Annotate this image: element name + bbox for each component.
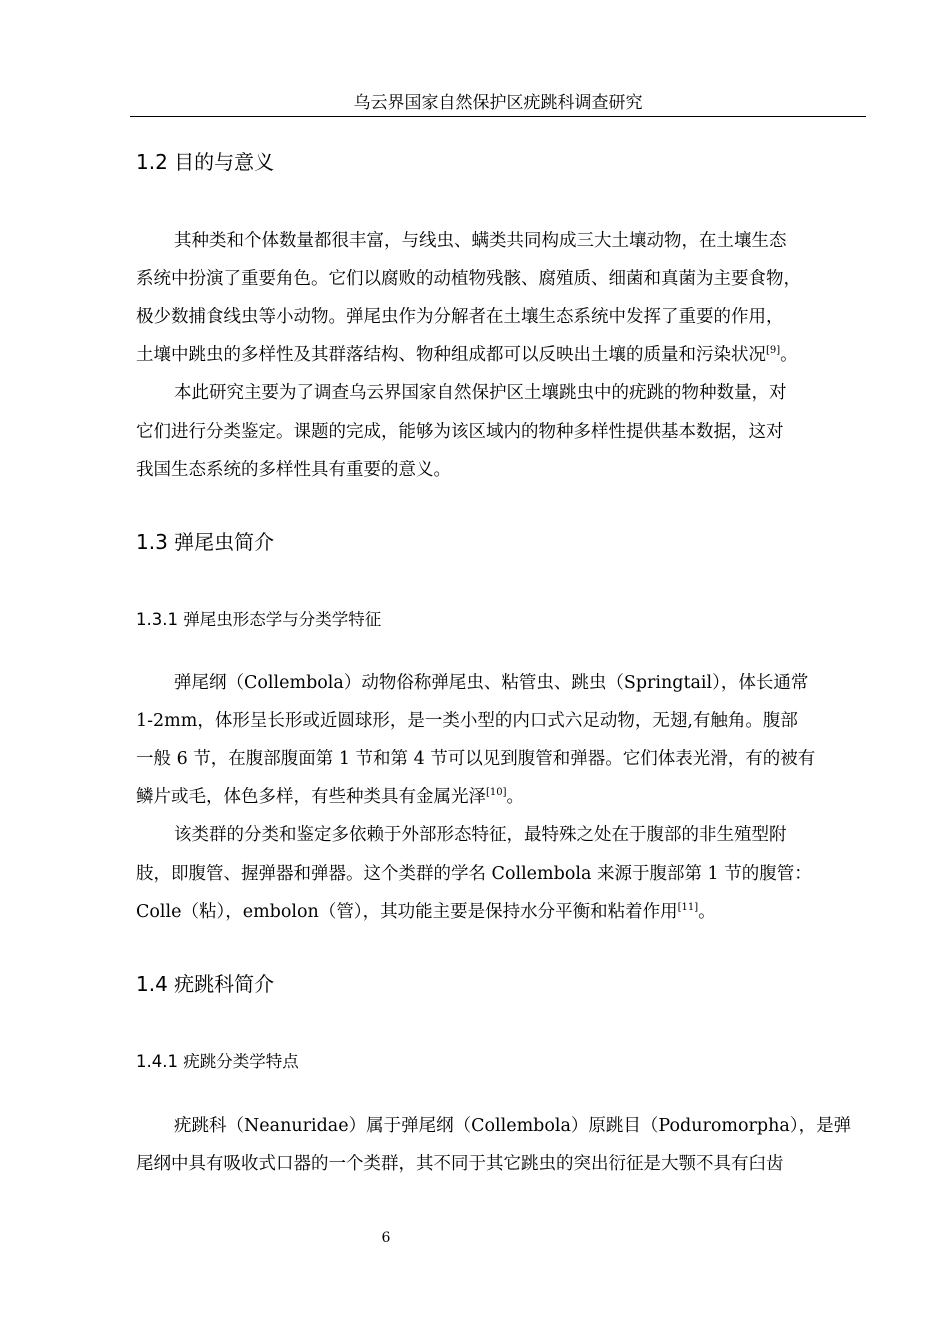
paragraph-line: 疣跳科（Neanuridae）属于弹尾纲（Collembola）原跳目（Poduromorpha），是弹 xyxy=(174,1116,852,1136)
citation-ref: [10] xyxy=(486,787,507,799)
paragraph-line xyxy=(136,343,798,367)
paragraph-line: 一般 6 节，在腹部腹面第 1 节和第 4 节可以见到腹管和弹器。它们体表光滑，有的被有 xyxy=(136,749,816,769)
page-number: 6 xyxy=(381,1230,391,1246)
paragraph-line: 系统中扮演了重要角色。它们以腐败的动植物残骸、腐殖质、细菌和真菌为主要食物， xyxy=(136,269,801,289)
paragraph-text: 土壤中跳虫的多样性及其群落结构、物种组成都可以反映出土壤的质量和污染状况 xyxy=(136,345,766,365)
paragraph-line: 其种类和个体数量都很丰富，与线虫、螨类共同构成三大土壤动物，在土壤生态 xyxy=(174,231,787,251)
paragraph-text: 鳞片或毛，体色多样，有些种类具有金属光泽 xyxy=(136,787,486,807)
citation-ref: [9] xyxy=(766,345,781,357)
subsection-heading-1-4-1: 1.4.1 疣跳分类学特点 xyxy=(136,1052,299,1071)
paragraph-line: 本此研究主要为了调查乌云界国家自然保护区土壤跳虫中的疣跳的物种数量，对 xyxy=(174,383,787,403)
paragraph-line: 极少数捕食线虫等小动物。弹尾虫作为分解者在土壤生态系统中发挥了重要的作用， xyxy=(136,307,784,327)
subsection-heading-1-3-1: 1.3.1 弹尾虫形态学与分类学特征 xyxy=(136,610,382,629)
section-heading-1-4: 1.4 疣跳科简介 xyxy=(136,972,275,996)
paragraph-line: 我国生态系统的多样性具有重要的意义。 xyxy=(136,460,451,480)
paragraph-text: Colle（粘），embolon（管），其功能主要是保持水分平衡和粘着作用 xyxy=(136,902,678,922)
paragraph-end: 。 xyxy=(506,787,525,807)
citation-ref: [11] xyxy=(677,902,699,914)
paragraph-line: 它们进行分类鉴定。课题的完成，能够为该区域内的物种多样性提供基本数据，这对 xyxy=(136,422,784,442)
paragraph-line xyxy=(136,785,524,809)
section-heading-1-3: 1.3 弹尾虫简介 xyxy=(136,530,275,554)
paragraph-end: 。 xyxy=(780,345,798,365)
paragraph-line: 1-2mm，体形呈长形或近圆球形，是一类小型的内口式六足动物，无翅,有触角。腹部 xyxy=(136,711,798,731)
section-heading-1-2: 1.2 目的与意义 xyxy=(136,150,275,174)
paragraph-line: 弹尾纲（Collembola）动物俗称弹尾虫、粘管虫、跳虫（Springtail），体长通常 xyxy=(174,673,809,693)
paragraph-end: 。 xyxy=(698,902,716,922)
paragraph-line: 肢，即腹管、握弹器和弹器。这个类群的学名 Collembola 来源于腹部第 1 节的腹管： xyxy=(136,864,812,884)
paragraph-line: 尾纲中具有吸收式口器的一个类群，其不同于其它跳虫的突出衍征是大颚不具有臼齿 xyxy=(136,1154,784,1174)
paragraph-line xyxy=(136,900,716,924)
paragraph-line: 该类群的分类和鉴定多依赖于外部形态特征，最特殊之处在于腹部的非生殖型附 xyxy=(174,825,787,845)
running-header: 乌云界国家自然保护区疣跳科调查研究 xyxy=(130,92,866,117)
